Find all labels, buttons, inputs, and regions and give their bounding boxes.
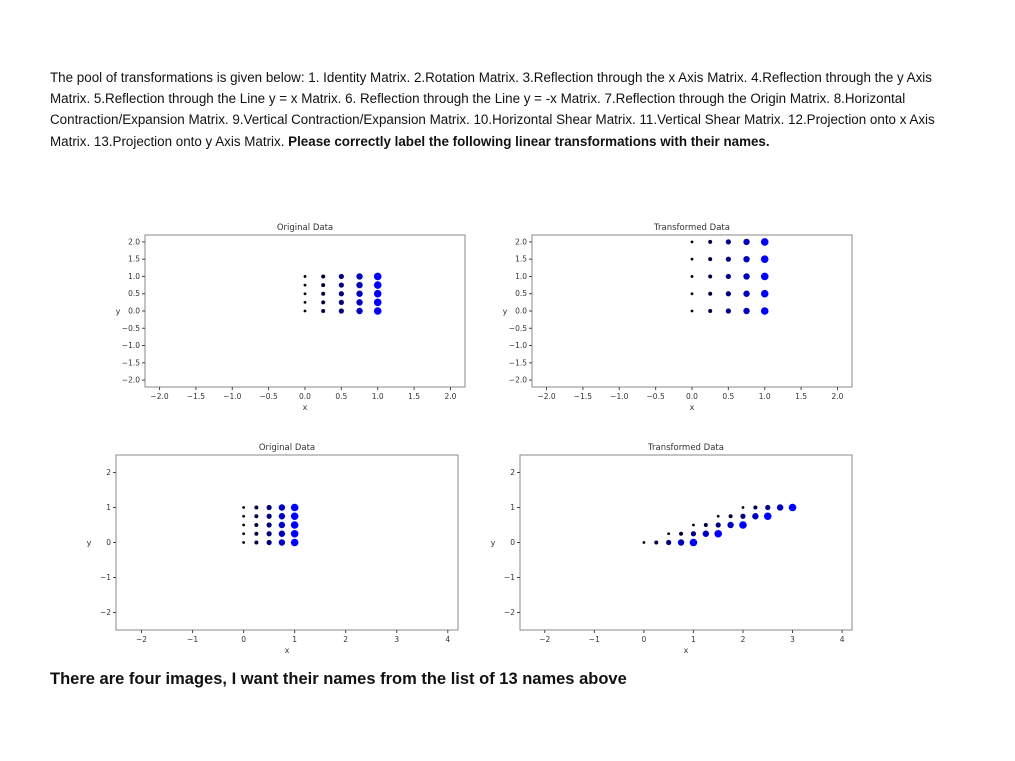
- data-point: [714, 530, 722, 538]
- data-point: [691, 292, 694, 295]
- data-point: [703, 531, 709, 537]
- data-point: [726, 274, 731, 279]
- data-point: [279, 539, 285, 545]
- data-point: [761, 255, 769, 263]
- x-tick-label: 2.0: [444, 392, 457, 401]
- x-tick-label: 3: [394, 635, 400, 644]
- chart-title: Original Data: [276, 223, 334, 233]
- data-point: [654, 541, 658, 545]
- data-point: [356, 308, 362, 314]
- data-point: [761, 290, 769, 298]
- x-tick-label: −1: [588, 635, 600, 644]
- data-point: [267, 540, 272, 545]
- data-point: [708, 257, 712, 261]
- data-point: [254, 506, 258, 510]
- y-tick-label: 0.5: [515, 289, 527, 299]
- data-point: [729, 514, 733, 518]
- y-tick-label: 2.0: [128, 237, 140, 247]
- closing-question: There are four images, I want their names from the list of 13 names above: [50, 670, 627, 688]
- x-axis-label: x: [284, 646, 290, 655]
- y-tick-label: 0.0: [515, 306, 527, 316]
- y-tick-label: 0: [510, 538, 515, 547]
- y-tick-label: 1: [510, 503, 515, 512]
- data-point: [642, 541, 645, 544]
- data-point: [267, 514, 272, 519]
- data-point: [339, 308, 344, 313]
- y-tick-label: 2: [106, 468, 111, 477]
- data-point: [742, 506, 745, 509]
- y-tick-label: −1: [503, 573, 515, 582]
- x-tick-label: −2.0: [150, 392, 169, 401]
- x-axis-label: x: [302, 403, 308, 412]
- y-tick-label: 0: [106, 538, 111, 547]
- y-axis-label: y: [490, 538, 496, 548]
- data-point: [279, 531, 285, 537]
- data-point: [678, 539, 684, 545]
- data-point: [789, 504, 797, 512]
- data-point: [739, 521, 747, 529]
- data-point: [321, 300, 325, 304]
- x-tick-label: −1.0: [223, 392, 242, 401]
- data-point: [726, 257, 731, 262]
- data-point: [242, 515, 245, 518]
- data-point: [727, 522, 733, 528]
- data-point: [374, 307, 382, 315]
- x-tick-label: −1.5: [573, 392, 593, 401]
- x-tick-label: −2: [539, 635, 551, 644]
- data-point: [691, 275, 694, 278]
- data-point: [356, 299, 362, 305]
- x-tick-label: 0.5: [335, 392, 348, 401]
- y-axis-label: y: [502, 307, 508, 316]
- data-point: [708, 274, 712, 278]
- x-tick-label: −0.5: [259, 392, 278, 401]
- data-point: [321, 274, 325, 278]
- data-point: [764, 512, 772, 520]
- y-tick-label: 1: [106, 503, 111, 512]
- x-tick-label: 1: [292, 635, 298, 644]
- data-point: [242, 532, 245, 535]
- plot-frame: [116, 455, 458, 630]
- data-point: [304, 275, 307, 278]
- plot-original-data-1: [100, 218, 480, 418]
- x-tick-label: −2.0: [537, 392, 556, 401]
- x-tick-label: 0: [641, 635, 647, 644]
- data-point: [279, 522, 285, 528]
- data-point: [291, 521, 299, 529]
- x-tick-label: 4: [839, 635, 845, 644]
- transformation-list: The pool of transformations is given below: 1. Identity Matrix. 2.Rotation Matrix. 3.Reflection through the x Axis Matrix. 4.Reflection through the y Axis Matrix. 5.Reflection through the Line y = x Matrix. 6. Reflection through the Line y = -x Matrix. 7.Reflection through the Origin Matrix. 8.Horizontal Contraction/Expansion Matrix. 9.Vertical Contraction/Expansion Matrix. 10.Horizontal Shear Matrix. 11.Vertical Shear Matrix. 12.Projection onto x Axis Matrix. 13.Projection onto y Axis Matrix.: [50, 70, 935, 149]
- y-tick-label: 2: [510, 468, 515, 477]
- instruction-bold: Please correctly label the following linear transformations with their names.: [288, 133, 770, 149]
- x-tick-label: 0: [241, 635, 247, 644]
- x-tick-label: 1.0: [758, 392, 771, 401]
- data-point: [743, 256, 749, 262]
- data-point: [761, 307, 769, 315]
- data-point: [691, 258, 694, 261]
- data-point: [765, 505, 770, 510]
- data-point: [679, 532, 683, 536]
- data-point: [761, 238, 769, 246]
- data-point: [726, 308, 731, 313]
- x-tick-label: 0.0: [299, 392, 311, 401]
- x-tick-label: 3: [790, 635, 795, 644]
- y-tick-label: −2: [99, 608, 111, 617]
- data-point: [291, 530, 299, 538]
- y-tick-label: −1.0: [121, 341, 140, 351]
- data-point: [691, 241, 694, 244]
- data-point: [374, 281, 382, 289]
- x-tick-label: 0.5: [722, 392, 735, 401]
- data-point: [743, 308, 749, 314]
- plot-frame: [520, 455, 852, 630]
- data-point: [254, 532, 258, 536]
- data-point: [374, 299, 382, 307]
- data-point: [761, 273, 769, 281]
- data-point: [743, 273, 749, 279]
- y-tick-label: 1.0: [128, 271, 140, 281]
- data-point: [242, 506, 245, 509]
- data-point: [242, 524, 245, 527]
- y-tick-label: −0.5: [121, 323, 140, 333]
- data-point: [667, 532, 670, 535]
- x-tick-label: 1.5: [795, 392, 808, 401]
- y-tick-label: 1.5: [128, 254, 140, 264]
- data-point: [708, 309, 712, 313]
- data-point: [242, 541, 245, 544]
- data-point: [717, 515, 720, 518]
- data-point: [374, 273, 382, 281]
- y-tick-label: −1.0: [508, 341, 527, 351]
- data-point: [690, 539, 698, 547]
- x-axis-label: x: [689, 403, 695, 412]
- data-point: [708, 292, 712, 296]
- question-text: [50, 67, 950, 152]
- data-point: [254, 514, 258, 518]
- y-tick-label: 0.5: [128, 289, 140, 299]
- x-tick-label: −2: [135, 635, 148, 644]
- data-point: [291, 512, 299, 520]
- data-point: [752, 513, 758, 519]
- x-tick-label: 0.0: [686, 392, 698, 401]
- data-point: [356, 282, 362, 288]
- x-tick-label: 2: [343, 635, 349, 644]
- data-point: [374, 290, 382, 298]
- data-point: [726, 291, 731, 296]
- data-point: [304, 284, 307, 287]
- data-point: [339, 291, 344, 296]
- y-axis-label: y: [86, 538, 92, 548]
- x-tick-label: −1: [187, 635, 199, 644]
- plot-original-data-2: [80, 438, 480, 658]
- data-point: [279, 504, 285, 510]
- chart-title: Transformed Data: [654, 223, 730, 233]
- y-axis-label: y: [115, 307, 121, 316]
- data-point: [726, 239, 731, 244]
- data-point: [691, 310, 694, 313]
- data-point: [339, 282, 344, 287]
- data-point: [254, 523, 258, 527]
- data-point: [279, 513, 285, 519]
- data-point: [321, 292, 325, 296]
- y-tick-label: −2.0: [121, 375, 140, 385]
- data-point: [743, 239, 749, 245]
- data-point: [304, 301, 307, 304]
- data-point: [267, 531, 272, 536]
- chart-title: Transformed Data: [648, 443, 724, 453]
- y-tick-label: 1.5: [515, 254, 527, 264]
- x-tick-label: 2: [740, 635, 746, 644]
- plot-transformed-data-2: [490, 438, 870, 658]
- y-tick-label: 0.0: [128, 306, 140, 316]
- data-point: [666, 540, 671, 545]
- x-tick-label: −1.0: [610, 392, 629, 401]
- data-point: [740, 514, 745, 519]
- y-tick-label: −1.5: [508, 358, 527, 368]
- data-point: [753, 506, 757, 510]
- x-tick-label: −0.5: [646, 392, 665, 401]
- data-point: [691, 531, 696, 536]
- y-tick-label: −2.0: [508, 375, 527, 385]
- data-point: [708, 240, 712, 244]
- x-tick-label: 4: [445, 635, 451, 644]
- y-tick-label: −1.5: [121, 358, 140, 368]
- y-tick-label: −1: [99, 573, 111, 582]
- data-point: [304, 292, 307, 295]
- data-point: [704, 523, 708, 527]
- y-tick-label: −0.5: [508, 323, 527, 333]
- x-tick-label: 2.0: [831, 392, 844, 401]
- plot-transformed-data-1: [487, 218, 867, 418]
- data-point: [339, 274, 344, 279]
- data-point: [321, 283, 325, 287]
- data-point: [356, 291, 362, 297]
- data-point: [254, 541, 258, 545]
- data-point: [743, 291, 749, 297]
- data-point: [291, 539, 299, 547]
- x-tick-label: 1.5: [408, 392, 421, 401]
- data-point: [339, 300, 344, 305]
- data-point: [777, 504, 783, 510]
- x-axis-label: x: [683, 646, 689, 655]
- y-tick-label: −2: [503, 608, 515, 617]
- data-point: [267, 505, 272, 510]
- data-point: [321, 309, 325, 313]
- data-point: [291, 504, 299, 512]
- y-tick-label: 1.0: [515, 271, 527, 281]
- data-point: [692, 524, 695, 527]
- y-tick-label: 2.0: [515, 237, 527, 247]
- x-tick-label: 1.0: [371, 392, 384, 401]
- data-point: [356, 273, 362, 279]
- chart-title: Original Data: [258, 443, 316, 453]
- x-tick-label: 1: [691, 635, 696, 644]
- x-tick-label: −1.5: [186, 392, 206, 401]
- data-point: [304, 310, 307, 313]
- data-point: [716, 522, 721, 527]
- data-point: [267, 522, 272, 527]
